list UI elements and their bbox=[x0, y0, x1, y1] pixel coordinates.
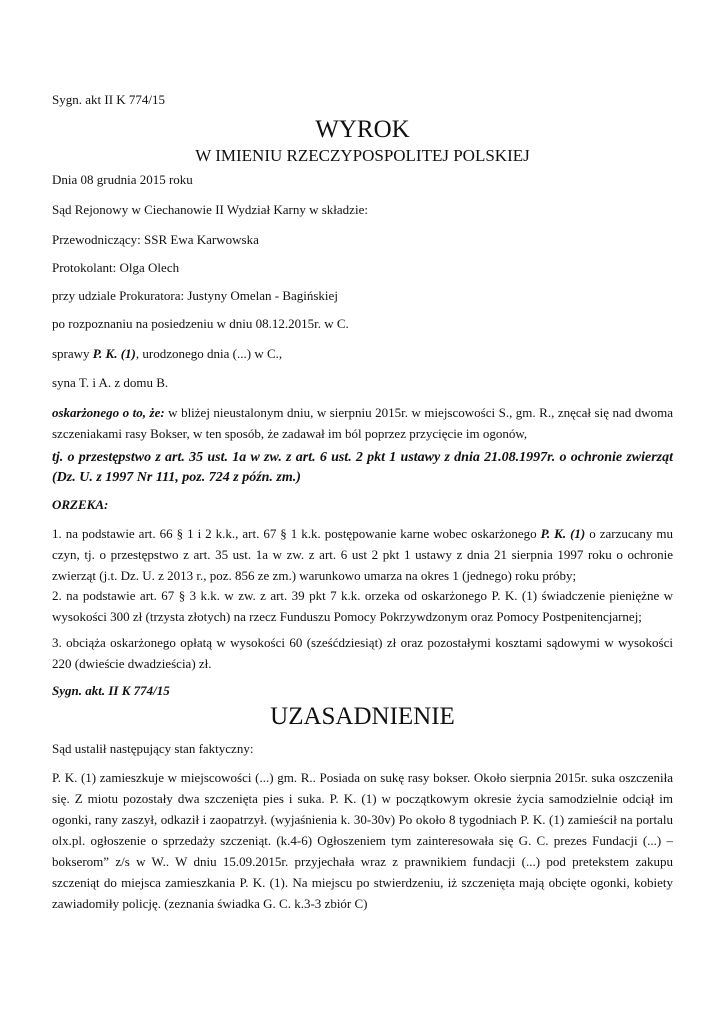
verdict-item-1-text-b: o zarzucany mu czyn, tj. o przestępstwo z art. 35 ust. 1a w zw. z art. 6 ust 2 pkt 1 ustawy z dnia 21 sierpnia 1997 roku o ochronie zwierząt (j.t. Dz. U. z 2013 r., poz. 856 ze zm.) warunkowo umarza na okres 1 (jednego) roku próby; bbox=[52, 526, 673, 583]
presiding-judge: Przewodniczący: SSR Ewa Karwowska bbox=[52, 232, 259, 247]
verdict-item-1 bbox=[52, 523, 673, 586]
prosecutor-line: przy udziale Prokuratora: Justyny Omelan - Bagińskiej bbox=[52, 288, 338, 303]
charge-paragraph bbox=[52, 402, 673, 444]
defendant-parents: syna T. i A. z domu B. bbox=[52, 375, 169, 390]
justification-body: P. K. (1) zamieszkuje w miejscowości (...) gm. R.. Posiada on sukę rasy bokser. Około sierpnia 2015r. suka oszczeniła się. Z miotu pozostały dwa szczenięta pies i suka. P. K. (1) w początkowym okresie życia samodzielnie odciął im ogonki, rany zaszył, odkaził i zaopatrzył. (wyjaśnienia k. 30-30v) Po około 8 tygodniach P. K. (1) zamieścił na portalu olx.pl. ogłoszenie o sprzedaży szczeniąt. (k.4-6) Ogłoszeniem tym zainteresowała się G. C. prezes Fundacji (...) – bokserom” z/s w W.. W dniu 15.09.2015r. przyjechała wraz z prawnikiem fundacji (...) pod pretekstem zakupu szczeniąt do miejsca zamieszkania P. K. (1). Na miejscu po stwierdzeniu, iż szczenięta mają obcięte ogonki, kobiety zawiadomiły policję. (zeznania świadka G. C. k.3-3 zbiór C) bbox=[52, 770, 673, 911]
case-suffix: , urodzonego dnia (...) w C., bbox=[135, 346, 283, 361]
document-title: WYROK bbox=[315, 116, 410, 143]
defendant-name: P. K. (1) bbox=[92, 346, 136, 361]
case-of-defendant bbox=[52, 346, 282, 362]
case-signature: Sygn. akt II K 774/15 bbox=[52, 92, 166, 107]
charge-lead: oskarżonego o to, że: bbox=[52, 405, 165, 420]
justification-title: UZASADNIENIE bbox=[270, 703, 455, 730]
document-page bbox=[52, 0, 673, 1024]
case-prefix: sprawy bbox=[52, 346, 93, 361]
document-subtitle: W IMIENIU RZECZYPOSPOLITEJ POLSKIEJ bbox=[195, 146, 530, 165]
session-date-line: po rozpoznaniu na posiedzeniu w dniu 08.12.2015r. w C. bbox=[52, 316, 349, 331]
court-clerk: Protokolant: Olga Olech bbox=[52, 260, 180, 275]
charge-text: w bliżej nieustalonym dniu, w sierpniu 2015r. w miejscowości S., gm. R., znęcał się nad dwoma szczeniakami rasy Bokser, w ten sposób, że zadawał im ból poprzez przycięcie im ogonów, bbox=[52, 405, 673, 441]
verdict-item-3: 3. obciąża oskarżonego opłatą w wysokości 60 (sześćdziesiąt) zł oraz pozostałymi kosztami sądowymi w wysokości 220 (dwieście dwadzieścia) zł. bbox=[52, 635, 673, 671]
verdict-heading: ORZEKA: bbox=[52, 497, 109, 512]
verdict-item-2: 2. na podstawie art. 67 § 3 k.k. w zw. z art. 39 pkt 7 k.k. orzeka od oskarżonego P. K. (1) świadczenie pieniężne w wysokości 300 zł (trzysta złotych) na rzecz Funduszu Pomocy Pokrzywdzonym oraz Pomocy Postpenitencjarnej; bbox=[52, 588, 673, 624]
justification-signature: Sygn. akt. II K 774/15 bbox=[52, 683, 170, 698]
charge-legal-basis: tj. o przestępstwo z art. 35 ust. 1a w zw. z art. 6 ust. 2 pkt 1 ustawy z dnia 21.08.1997r. o ochronie zwierząt (Dz. U. z 1997 Nr 111, poz. 724 z późn. zm.) bbox=[52, 450, 673, 485]
verdict-item-1-defendant: P. K. (1) bbox=[540, 526, 586, 541]
justification-intro: Sąd ustalił następujący stan faktyczny: bbox=[52, 741, 254, 756]
court-composition: Sąd Rejonowy w Ciechanowie II Wydział Karny w składzie: bbox=[52, 202, 368, 217]
judgment-date: Dnia 08 grudnia 2015 roku bbox=[52, 172, 193, 187]
verdict-item-1-text-a: 1. na podstawie art. 66 § 1 i 2 k.k., art. 67 § 1 k.k. postępowanie karne wobec oskarżonego bbox=[52, 526, 541, 541]
